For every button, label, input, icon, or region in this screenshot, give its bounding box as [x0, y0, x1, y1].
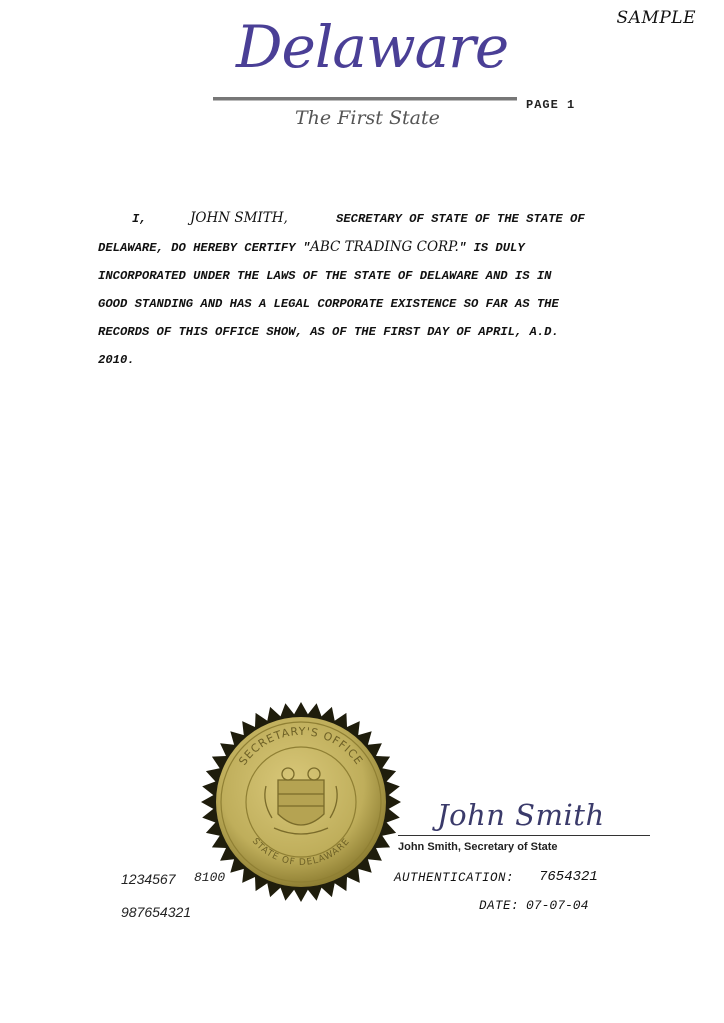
- file-number: 1234567: [121, 871, 176, 887]
- seal-bottom-text: STATE OF DELAWARE: [249, 836, 353, 869]
- delaware-logo: Delaware: [236, 13, 509, 81]
- header-divider: [213, 97, 517, 101]
- company-name: ABC TRADING CORP.: [310, 239, 459, 255]
- page-number: PAGE 1: [526, 98, 576, 112]
- certificate-line-3: INCORPORATED UNDER THE LAWS OF THE STATE OF DELAWARE AND IS IN: [98, 269, 552, 283]
- certificate-line-5: RECORDS OF THIS OFFICE SHOW, AS OF THE FIRST DAY OF APRIL, A.D.: [98, 325, 559, 339]
- certificate-line-2: [98, 233, 658, 262]
- filing-code: 8100: [194, 870, 226, 885]
- certificate-line-2-suffix: " IS DULY: [458, 241, 525, 255]
- seal-top-text: SECRETARY'S OFFICE: [236, 724, 366, 768]
- state-tagline: The First State: [295, 107, 440, 129]
- official-name: JOHN SMITH,: [190, 210, 288, 226]
- authentication-label: AUTHENTICATION:: [394, 871, 515, 885]
- signature-line: [398, 835, 650, 836]
- serial-number: 987654321: [121, 904, 192, 920]
- certificate-pronoun: I,: [132, 212, 147, 226]
- certificate-line-6: 2010.: [98, 353, 135, 367]
- state-seal: [196, 702, 406, 902]
- authentication-number: 7654321: [539, 869, 598, 885]
- signature-caption: John Smith, Secretary of State: [398, 841, 558, 853]
- date-label: DATE:: [479, 899, 520, 913]
- certificate-line-1: [98, 204, 658, 233]
- sample-watermark: SAMPLE: [616, 8, 696, 28]
- certificate-line-1-rest: SECRETARY OF STATE OF THE STATE OF: [336, 212, 585, 226]
- certificate-line-4: GOOD STANDING AND HAS A LEGAL CORPORATE EXISTENCE SO FAR AS THE: [98, 297, 559, 311]
- signature: John Smith: [437, 798, 605, 832]
- date-value: 07-07-04: [526, 898, 589, 913]
- certificate-line-2-prefix: DELAWARE, DO HEREBY CERTIFY ": [98, 241, 311, 255]
- certificate-body: [98, 204, 658, 374]
